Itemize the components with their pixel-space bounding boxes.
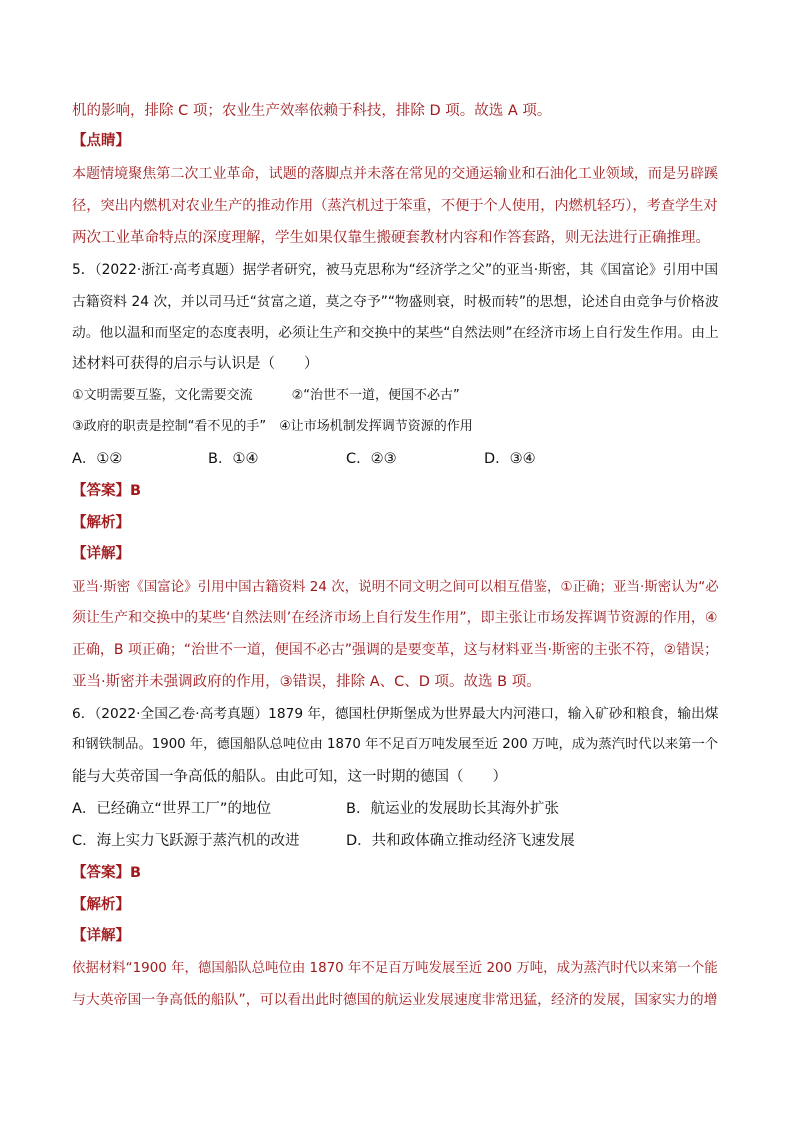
question-6-detail-text: 依据材料“1900 年，德国船队总吨位由 1870 年不足百万吨发展至近 200 万吨，成为蒸汽时代以来第一个能 — [72, 961, 718, 976]
question-5-option-a: A．①② — [72, 451, 123, 467]
question-5-detail-text: 正确，B 项正确；“治世不一道，便国不必古”强调的是要变革，这与材料亚当·斯密的主张不符，②错误； — [72, 642, 719, 658]
question-6-option-c: C．海上实力飞跃源于蒸汽机的改进 — [72, 833, 300, 849]
question-5-detail-text: 亚当·斯密《国富论》引用中国古籍资料 24 次，说明不同文明之间可以相互借鉴，①正确；亚当·斯密认为“必 — [72, 579, 719, 595]
question-5-option-d: D．③④ — [484, 451, 536, 467]
question-5-detail-text: 须让生产和交换中的某些‘自然法则’在经济市场上自行发生作用”，即主张让市场发挥调节资源的作用，④ — [72, 610, 718, 626]
question-6-stem: 和钢铁制品。1900 年，德国船队总吨位由 1870 年不足百万吨发展至近 200 万吨，成为蒸汽时代以来第一个 — [72, 737, 719, 752]
question-6-detail-text: 与大英帝国一争高低的船队”，可以看出此时德国的航运业发展速度非常迅猛，经济的发展，国家实力的增 — [72, 992, 718, 1008]
question-5-statements: ③政府的职责是控制“看不见的手” ④让市场机制发挥调节资源的作用 — [72, 419, 473, 434]
highlight-text-line: 径，突出内燃机对农业生产的推动作用（蒸汽机过于笨重，不便于个人使用，内燃机轻巧），考查学生对 — [72, 198, 718, 214]
question-5-analysis-heading: 【解析】 — [72, 515, 130, 531]
question-6-detail-heading: 【详解】 — [72, 928, 130, 944]
section-heading-highlight: 【点睛】 — [72, 133, 130, 149]
highlight-text-line: 本题情境聚焦第二次工业革命，试题的落脚点并未落在常见的交通运输业和石油化工业领域，而是另辟蹊 — [72, 166, 719, 182]
question-5-stem: 述材料可获得的启示与认识是（ ） — [72, 356, 319, 372]
question-5-detail-heading: 【详解】 — [72, 546, 130, 562]
question-6-answer: 【答案】B — [72, 865, 142, 881]
question-5-stem: 动。他以温和而坚定的态度表明，必须让生产和交换中的某些“自然法则”在经济市场上自行发生作用。由上 — [72, 325, 719, 341]
question-6-stem: 6．（2022·全国乙卷·高考真题）1879 年，德国杜伊斯堡成为世界最大内河港口，输入矿砂和粮食，输出煤 — [72, 706, 719, 722]
explanation-continuation: 机的影响，排除 C 项；农业生产效率依赖于科技，排除 D 项。故选 A 项。 — [72, 103, 552, 119]
question-5-stem: 古籍资料 24 次，并以司马迁“贫富之道，莫之夺予”“物盛则衰，时极而转”的思想，论述自由竞争与价格波 — [72, 294, 719, 310]
question-6-option-d: D．共和政体确立推动经济飞速发展 — [346, 833, 575, 849]
question-5-option-c: C．②③ — [346, 451, 397, 467]
question-6-analysis-heading: 【解析】 — [72, 897, 130, 913]
highlight-text-line: 两次工业革命特点的深度理解，学生如果仅靠生搬硬套教材内容和作答套路，则无法进行正确推理。 — [72, 230, 710, 246]
question-5-answer: 【答案】B — [72, 483, 142, 499]
question-6-option-b: B．航运业的发展助长其海外扩张 — [346, 801, 559, 817]
question-5-option-b: B．①④ — [208, 451, 259, 467]
question-5-detail-text: 亚当·斯密并未强调政府的作用，③错误，排除 A、C、D 项。故选 B 项。 — [72, 674, 541, 690]
question-5-stem: 5．（2022·浙江·高考真题）据学者研究，被马克思称为“经济学之父”的亚当·斯密，其《国富论》引用中国 — [72, 262, 719, 278]
question-6-option-a: A．已经确立“世界工厂”的地位 — [72, 801, 271, 817]
question-5-statements: ①文明需要互鉴，文化需要交流 ②“治世不一道，便国不必古” — [72, 388, 460, 403]
question-6-stem: 能与大英帝国一争高低的船队。由此可知，这一时期的德国（ ） — [72, 769, 507, 785]
